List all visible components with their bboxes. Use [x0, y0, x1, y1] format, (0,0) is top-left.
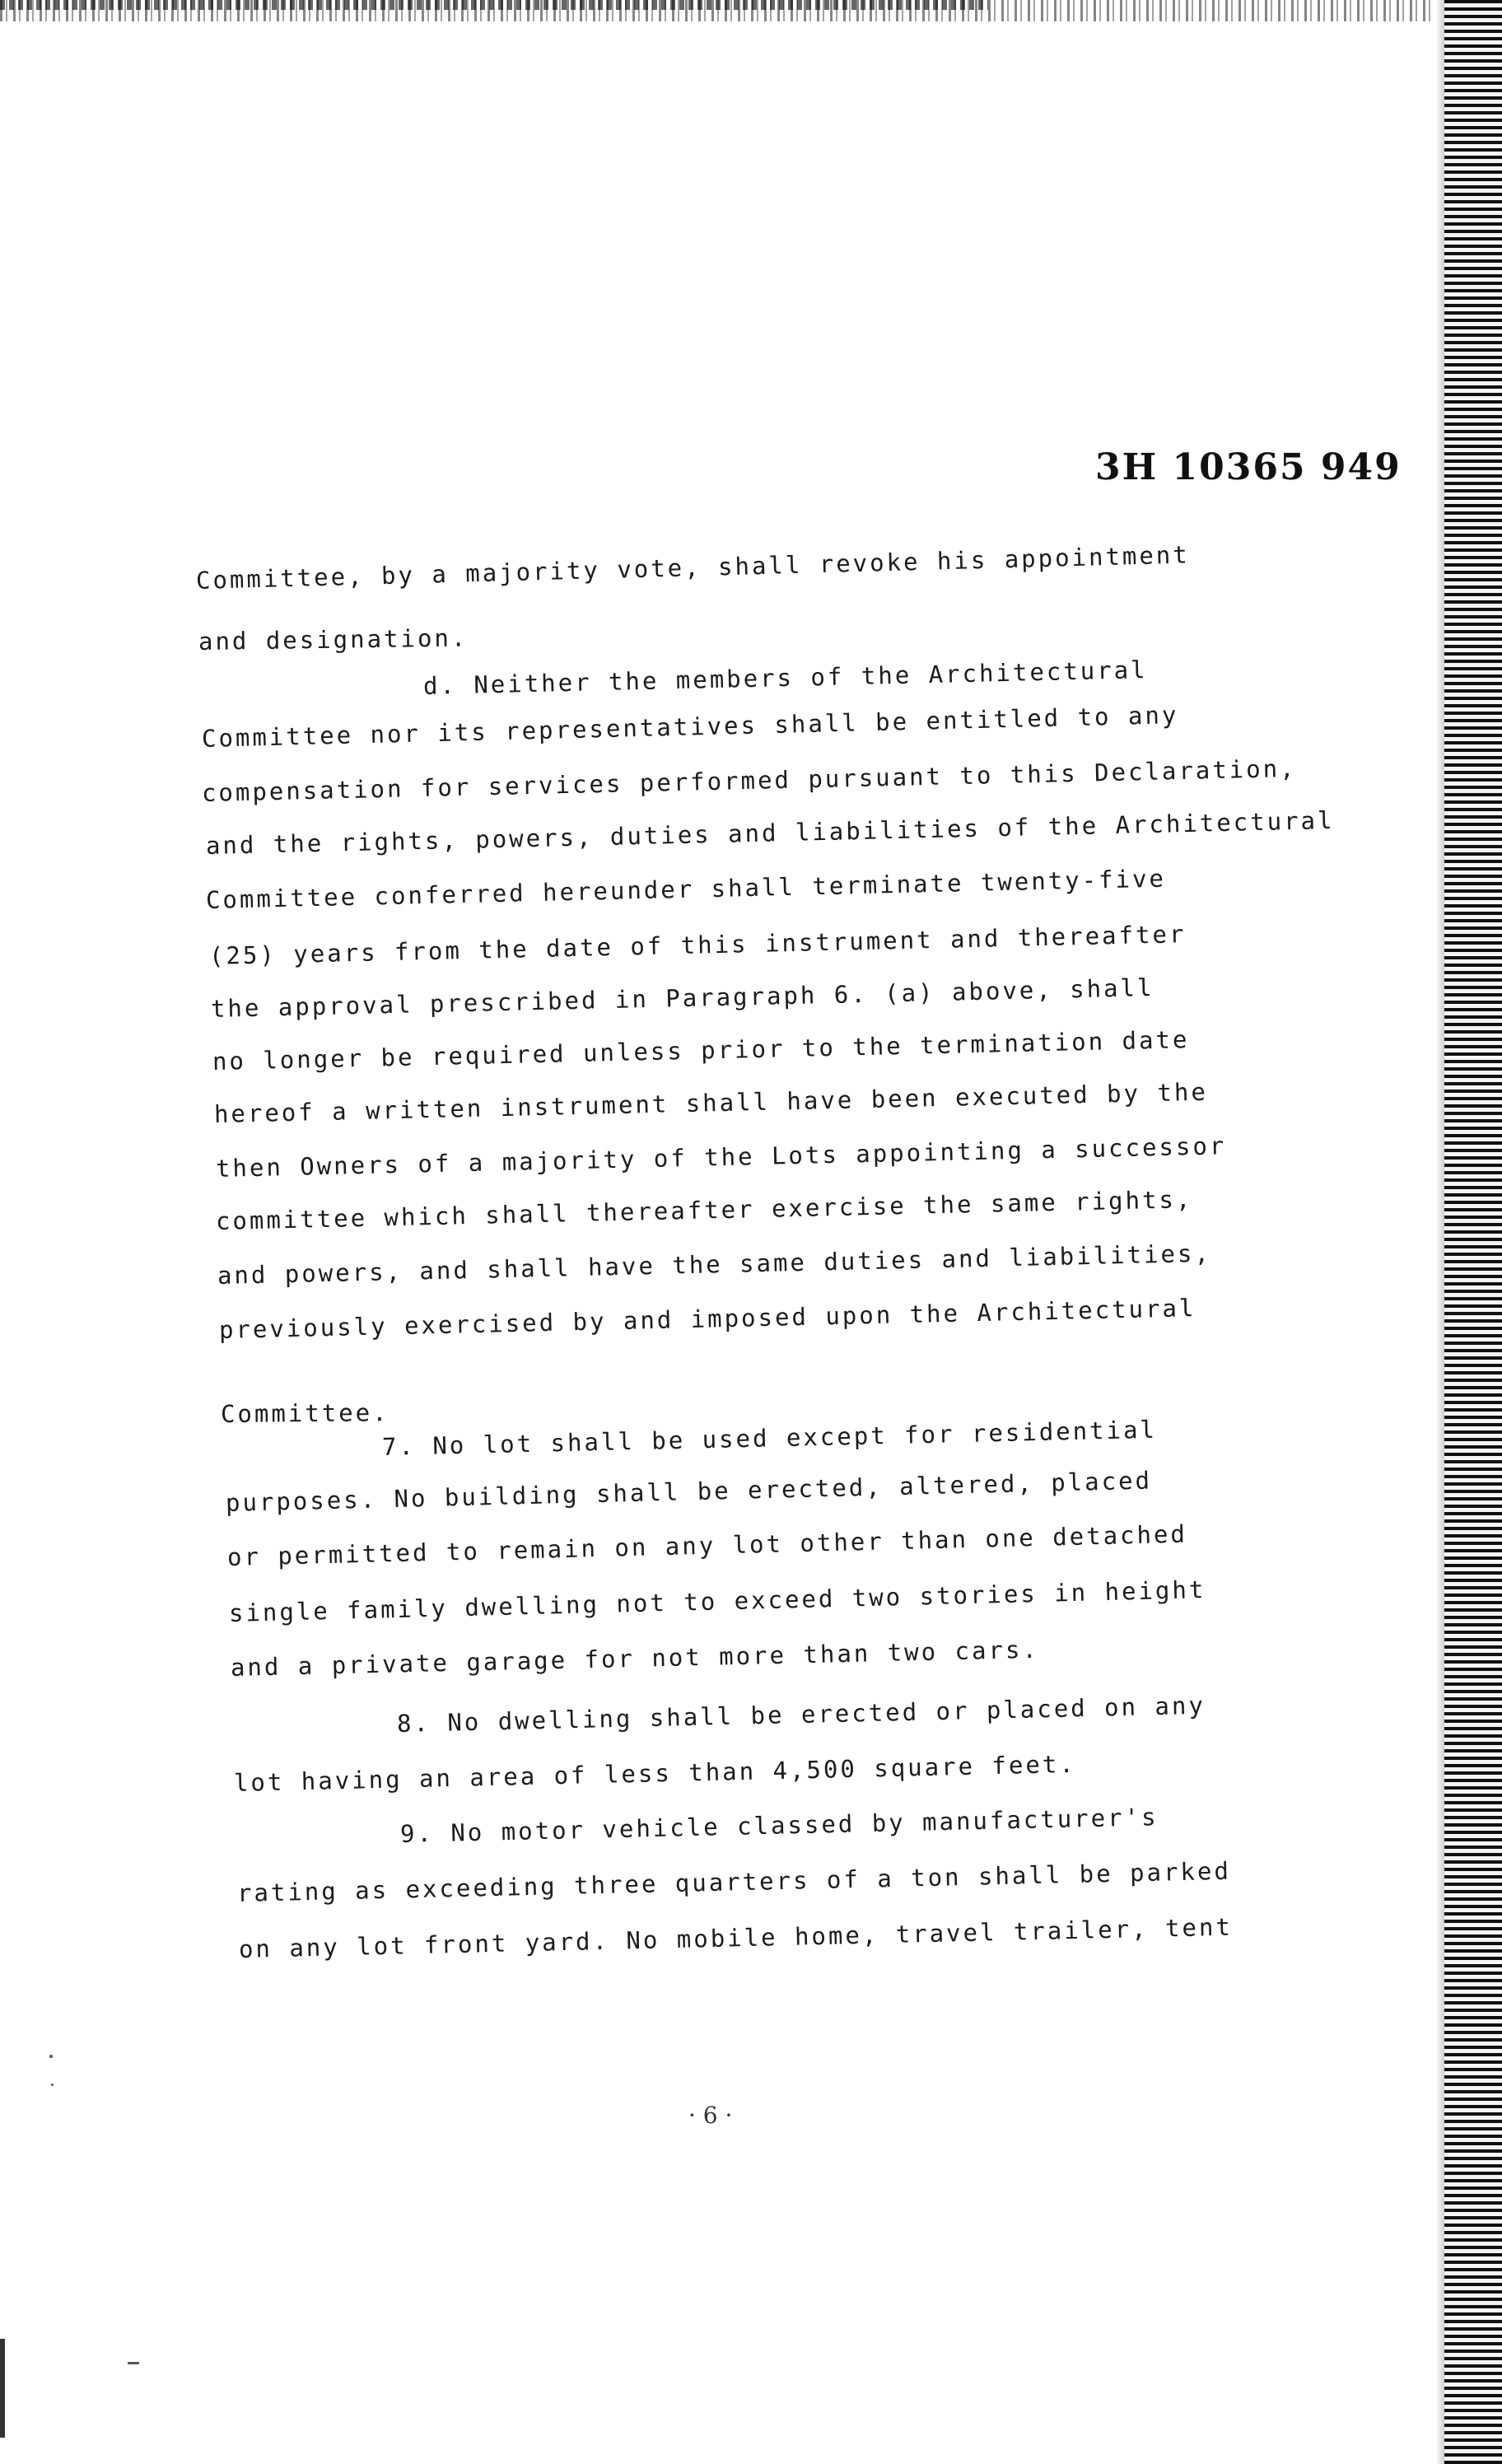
- text-line: (25) years from the date of this instrument and thereafter: [208, 920, 1187, 970]
- text-line: previously exercised by and imposed upon the Architectural: [218, 1294, 1196, 1344]
- text-line: and powers, and shall have the same duties and liabilities,: [217, 1239, 1212, 1290]
- text-line: Committee.: [220, 1398, 389, 1428]
- text-line: purposes. No building shall be erected, altered, placed: [225, 1466, 1153, 1517]
- text-line: and a private garage for not more than two cars.: [230, 1635, 1040, 1682]
- text-line: the approval prescribed in Paragraph 6. (a) above, shall: [210, 973, 1154, 1023]
- text-line: or permitted to remain on any lot other than one detached: [226, 1519, 1188, 1571]
- text-line: and the rights, powers, duties and liabilities of the Architectural: [205, 805, 1335, 860]
- text-line: rating as exceeding three quarters of a ton shall be parked: [236, 1856, 1232, 1907]
- scan-right-edge: [1444, 0, 1502, 2464]
- text-line: hereof a written instrument shall have been executed by the: [213, 1077, 1209, 1128]
- text-line: 9. No motor vehicle classed by manufacturer's: [399, 1803, 1159, 1848]
- text-line: committee which shall thereafter exercise the same rights,: [215, 1185, 1193, 1235]
- text-line: no longer be required unless prior to the termination date: [212, 1025, 1190, 1076]
- scan-speck: [49, 2055, 53, 2058]
- text-line: compensation for services performed pursuant to this Declaration,: [201, 754, 1297, 807]
- text-line: 7. No lot shall be used except for residential: [381, 1415, 1158, 1461]
- text-line: Committee conferred hereunder shall terminate twenty-five: [205, 864, 1167, 914]
- scan-speck: [51, 2084, 54, 2086]
- page-number: · 6 ·: [688, 2102, 733, 2129]
- text-line: single family dwelling not to exceed two stories in height: [228, 1575, 1206, 1627]
- scan-left-mark: [0, 2339, 5, 2438]
- scan-speck: [128, 2362, 139, 2364]
- text-line: 8. No dwelling shall be erected or placed on any: [396, 1691, 1206, 1738]
- text-line: d. Neither the members of the Architectural: [422, 656, 1148, 700]
- text-line: Committee, by a majority vote, shall revoke his appointment: [195, 540, 1191, 595]
- text-line: then Owners of a majority of the Lots appointing a successor: [215, 1132, 1227, 1183]
- scan-top-noise-dark: [0, 0, 988, 10]
- text-line: on any lot front yard. No mobile home, travel trailer, tent: [238, 1912, 1234, 1963]
- text-line: lot having an area of less than 4,500 square feet.: [233, 1749, 1077, 1797]
- recording-stamp: 3H 10365 949: [1095, 446, 1402, 488]
- text-line: and designation.: [198, 623, 469, 656]
- text-line: Committee nor its representatives shall be entitled to any: [201, 701, 1179, 753]
